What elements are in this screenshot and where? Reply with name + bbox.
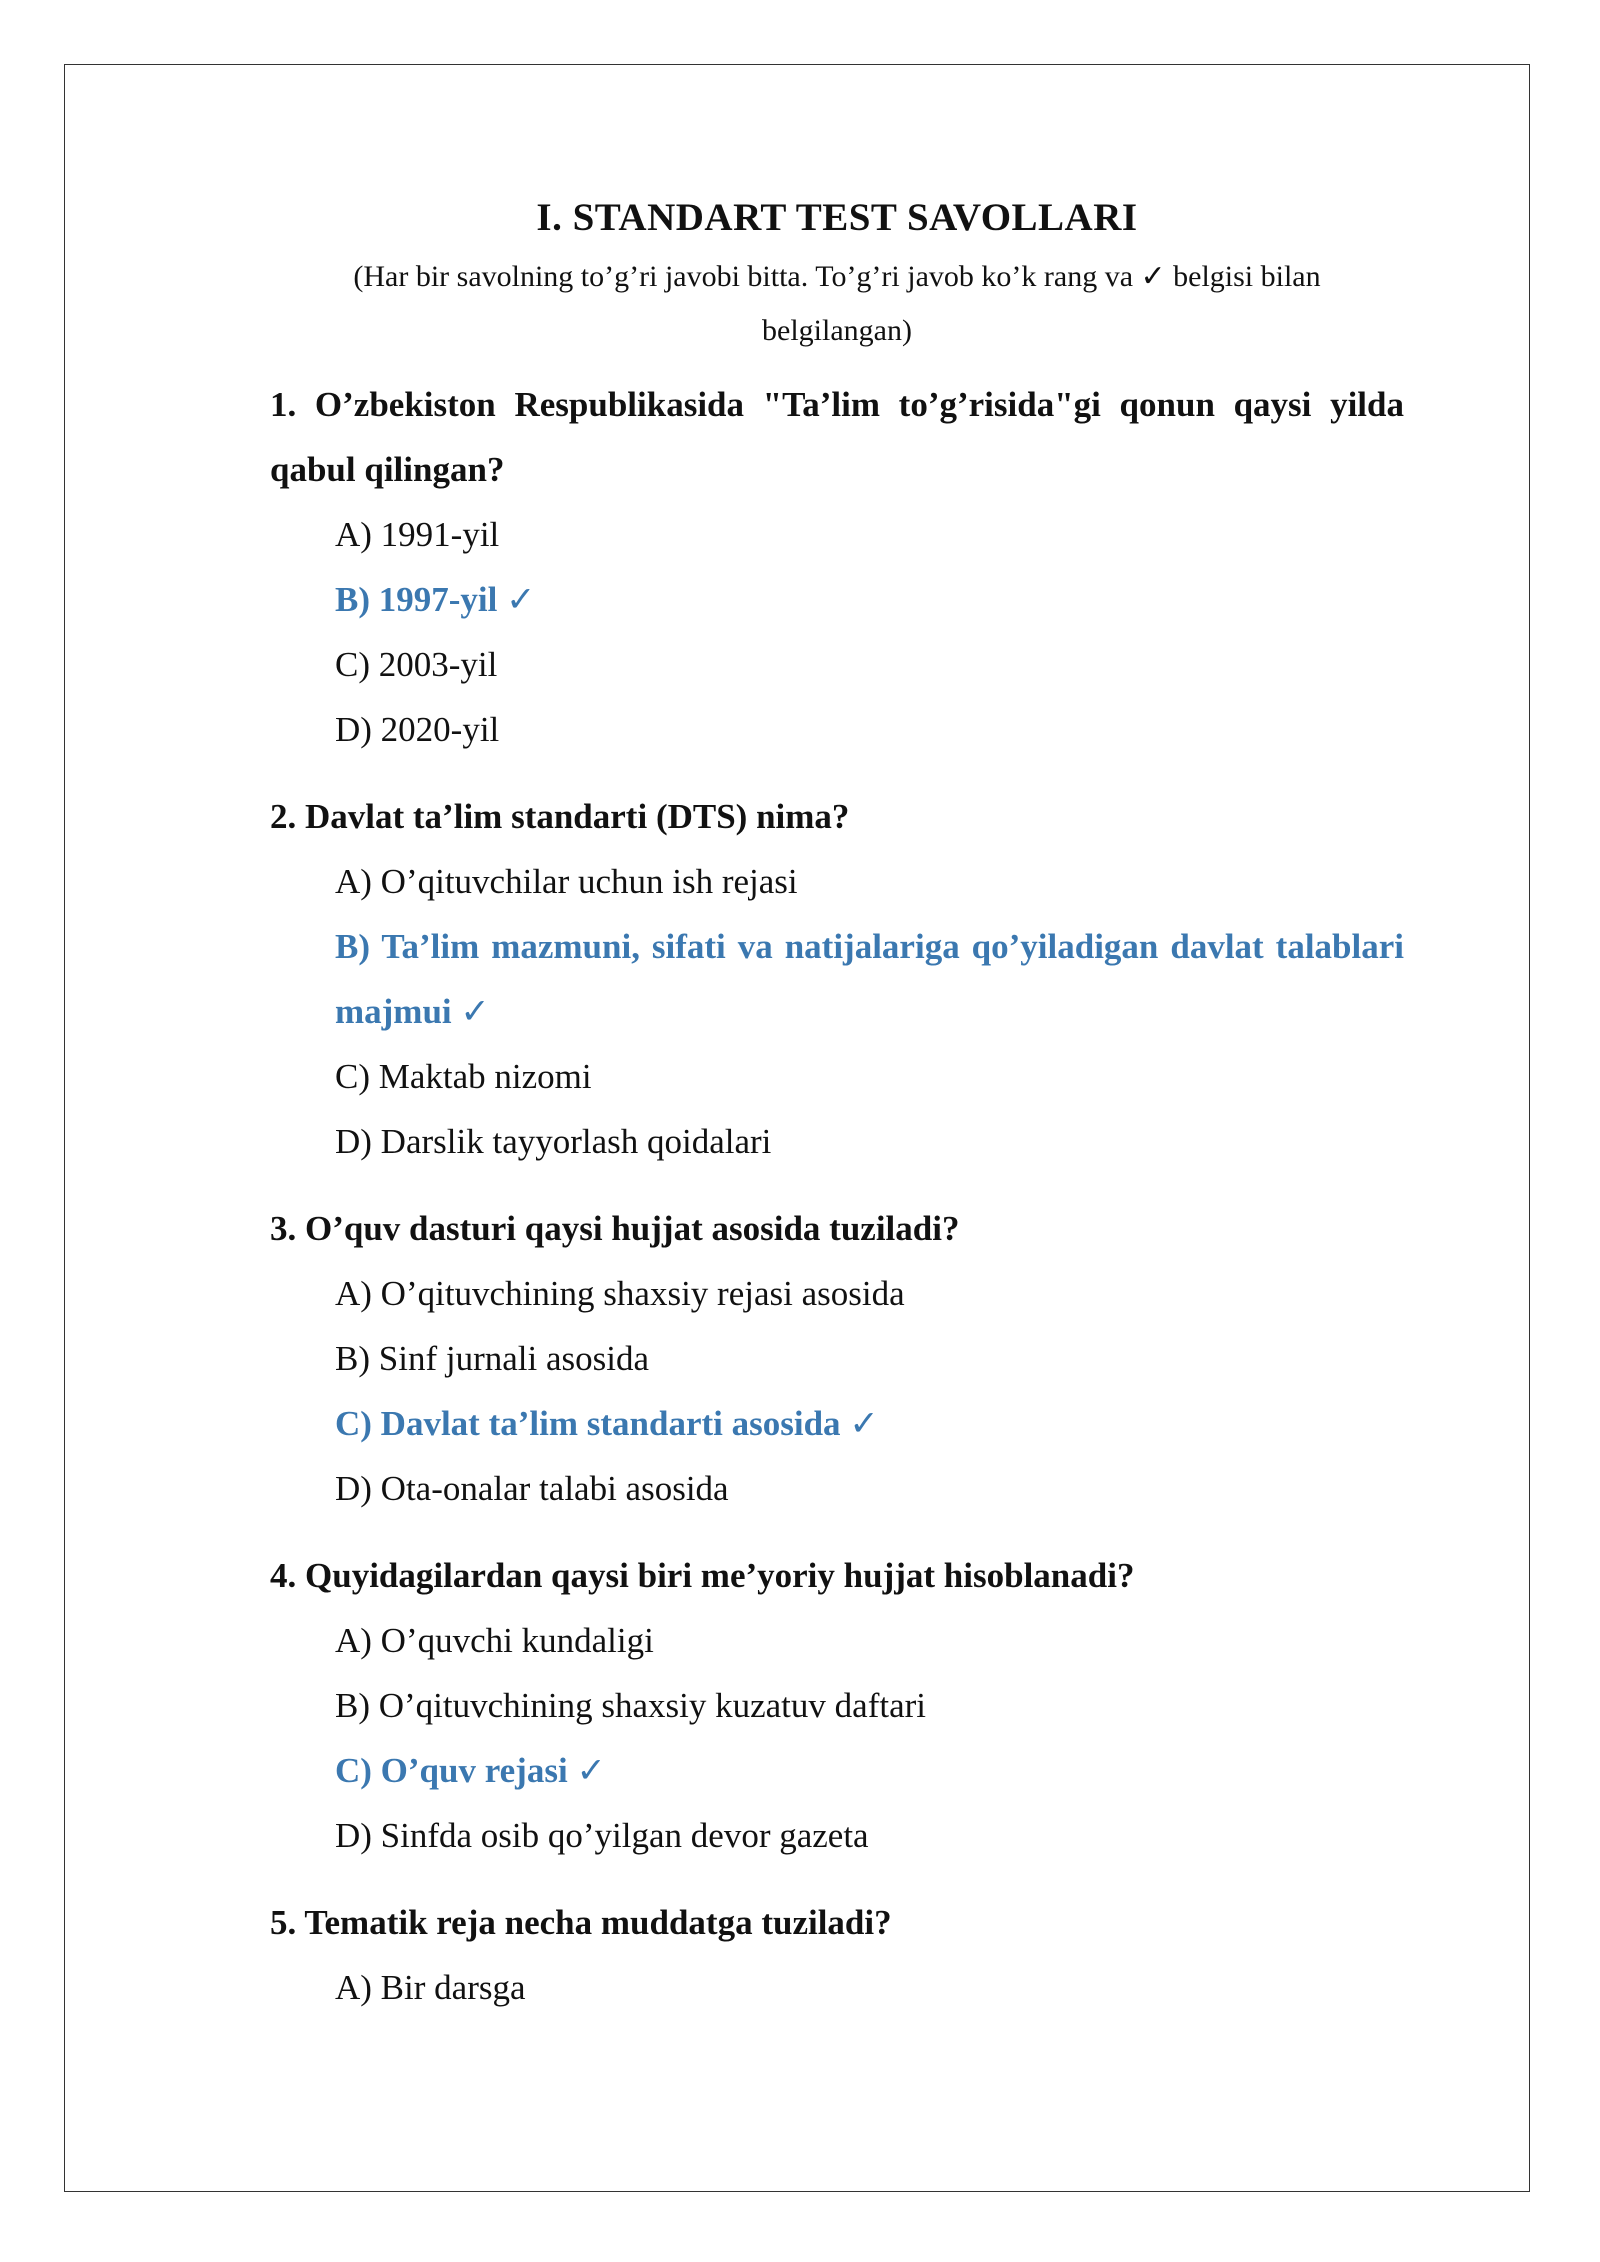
question-block — [270, 372, 1404, 762]
question-text: 1. O’zbekiston Respublikasida "Ta’lim to’g’risida"gi qonun qaysi yilda qabul qilingan? — [270, 385, 1404, 489]
option-text: C) 2003-yil — [335, 645, 498, 684]
answer-options — [270, 1261, 1404, 1521]
option-text: D) Ota-onalar talabi asosida — [335, 1469, 729, 1508]
answer-option — [335, 1326, 1404, 1391]
answer-option — [335, 1955, 1404, 2020]
check-mark-icon: ✓ — [460, 992, 490, 1031]
option-text: A) O’qituvchilar uchun ish rejasi — [335, 862, 798, 901]
question-block — [270, 1890, 1404, 2020]
answer-option — [335, 849, 1404, 914]
question-block — [270, 1196, 1404, 1521]
answer-options — [270, 1955, 1404, 2020]
answer-options — [270, 1608, 1404, 1868]
check-mark-icon: ✓ — [506, 580, 536, 619]
answer-option — [335, 1608, 1404, 1673]
answer-option — [335, 502, 1404, 567]
answer-option — [335, 1456, 1404, 1521]
option-text: A) Bir darsga — [335, 1968, 526, 2007]
answer-option — [335, 1261, 1404, 1326]
answer-options — [270, 849, 1404, 1174]
option-text: A) O’quvchi kundaligi — [335, 1621, 654, 1660]
test-document — [270, 190, 1404, 2020]
option-text: B) Sinf jurnali asosida — [335, 1339, 649, 1378]
answer-option — [335, 1673, 1404, 1738]
question-text: 5. Tematik reja necha muddatga tuziladi? — [270, 1903, 892, 1942]
answer-option — [335, 1109, 1404, 1174]
option-text: B) 1997-yil — [335, 580, 498, 619]
question-text: 3. O’quv dasturi qaysi hujjat asosida tuziladi? — [270, 1209, 960, 1248]
answer-option — [335, 632, 1404, 697]
check-mark-icon: ✓ — [849, 1404, 879, 1443]
question-block — [270, 784, 1404, 1174]
correct-answer-option — [335, 914, 1404, 1044]
option-text: A) O’qituvchining shaxsiy rejasi asosida — [335, 1274, 905, 1313]
answer-option — [335, 697, 1404, 762]
option-text: B) Ta’lim mazmuni, sifati va natijalariga qo’yiladigan davlat talablari majmui — [335, 927, 1404, 1031]
option-text: D) Darslik tayyorlash qoidalari — [335, 1122, 772, 1161]
option-text: C) Maktab nizomi — [335, 1057, 592, 1096]
page-title: I. STANDART TEST SAVOLLARI — [536, 196, 1138, 239]
correct-answer-option — [335, 1391, 1404, 1456]
question-list — [270, 372, 1404, 2020]
question-text: 4. Quyidagilardan qaysi biri me’yoriy hujjat hisoblanadi? — [270, 1556, 1135, 1595]
answer-option — [335, 1044, 1404, 1109]
correct-answer-option — [335, 567, 1404, 632]
question-text: 2. Davlat ta’lim standarti (DTS) nima? — [270, 797, 850, 836]
option-text: A) 1991-yil — [335, 515, 500, 554]
option-text: D) 2020-yil — [335, 710, 500, 749]
option-text: C) Davlat ta’lim standarti asosida — [335, 1404, 841, 1443]
correct-answer-option — [335, 1738, 1404, 1803]
option-text: B) O’qituvchining shaxsiy kuzatuv daftari — [335, 1686, 926, 1725]
option-text: C) O’quv rejasi — [335, 1751, 568, 1790]
check-mark-icon: ✓ — [576, 1751, 606, 1790]
answer-option — [335, 1803, 1404, 1868]
answer-options — [270, 502, 1404, 762]
question-block — [270, 1543, 1404, 1868]
instructions-note: (Har bir savolning to’g’ri javobi bitta. To’g’ri javob ko’k rang va ✓ belgisi bilan belgilangan) — [353, 260, 1321, 347]
option-text: D) Sinfda osib qo’yilgan devor gazeta — [335, 1816, 869, 1855]
